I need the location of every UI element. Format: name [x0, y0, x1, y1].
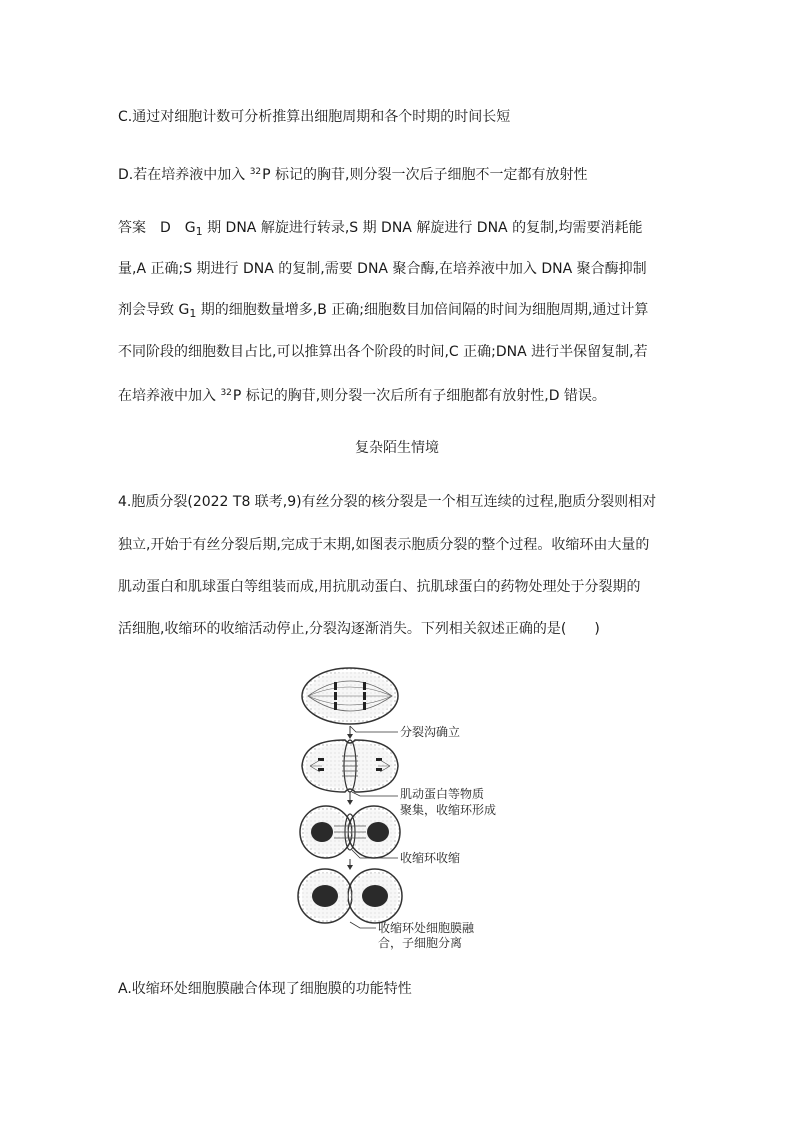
figure-label-furrow: 分裂沟确立: [400, 725, 461, 739]
cell-stage-2: [302, 740, 398, 792]
answer-line-3: [118, 300, 648, 324]
section-title: 复杂陌生情境: [355, 440, 439, 456]
answer-line-5-after: P 标记的胸苷,则分裂一次后所有子细胞都有放射性,D 错误。: [232, 388, 606, 404]
answer-line-1: [118, 218, 643, 242]
figure-label-ring-forms-2: 聚集，收缩环形成: [400, 803, 497, 817]
cell-stage-4: [298, 869, 402, 923]
answer-line-5-superscript: 32: [220, 388, 232, 398]
question-4-line-2: 独立,开始于有丝分裂后期,完成于末期,如图表示胞质分裂的整个过程。收缩环由大量的: [118, 537, 650, 553]
question-4-line-4: 活细胞,收缩环的收缩活动停止,分裂沟逐渐消失。下列相关叙述正确的是( ): [118, 621, 600, 637]
option-d: [118, 162, 587, 185]
option-d-superscript: 32: [249, 167, 262, 177]
figure-label-separation-2: 合，子细胞分离: [378, 936, 463, 950]
answer-line-4: 不同阶段的细胞数目占比,可以推算出各个阶段的时间,C 正确;DNA 进行半保留复制,若: [118, 344, 648, 360]
question-4-line-1: 4.胞质分裂(2022 T8 联考,9)有丝分裂的核分裂是一个相互连续的过程,胞质分裂则相对: [118, 494, 657, 510]
figure-label-separation-1: 收缩环处细胞膜融: [378, 921, 475, 935]
figure-label-ring-forms-1: 肌动蛋白等物质: [400, 787, 485, 801]
question-4-line-3: 肌动蛋白和肌球蛋白等组装而成,用抗肌动蛋白、抗肌球蛋白的药物处理处于分裂期的: [118, 579, 641, 595]
answer-line-5: [118, 383, 606, 406]
answer-line-1-subscript: 1: [195, 225, 203, 238]
answer-line-5-before: 在培养液中加入: [118, 388, 221, 404]
answer-line-2: 量,A 正确;S 期进行 DNA 的复制,需要 DNA 聚合酶,在培养液中加入 DNA 聚合酶抑制: [118, 261, 647, 277]
option-c: C.通过对细胞计数可分析推算出细胞周期和各个时期的时间长短: [118, 109, 511, 125]
answer-line-1-rest: 期 DNA 解旋进行转录,S 期 DNA 解旋进行 DNA 的复制,均需要消耗能: [202, 220, 643, 236]
answer-line-1-prefix: 答案 D G: [118, 220, 196, 236]
option-d-text-after: P 标记的胸苷,则分裂一次后子细胞不一定都有放射性: [262, 167, 588, 183]
cell-stage-3: [300, 806, 400, 858]
answer-line-3-rest: 期的细胞数量增多,B 正确;细胞数目加倍间隔的时间为细胞周期,通过计算: [196, 302, 649, 318]
option-d-text-before: D.若在培养液中加入: [118, 167, 250, 183]
answer-line-3-subscript: 1: [189, 307, 197, 320]
cytokinesis-figure: [290, 660, 520, 952]
answer-line-3-prefix: 剂会导致 G: [118, 302, 190, 318]
figure-label-ring-contracts: 收缩环收缩: [400, 851, 461, 865]
option-a: A.收缩环处细胞膜融合体现了细胞膜的功能特性: [118, 981, 412, 997]
cell-stage-1: [302, 668, 398, 724]
